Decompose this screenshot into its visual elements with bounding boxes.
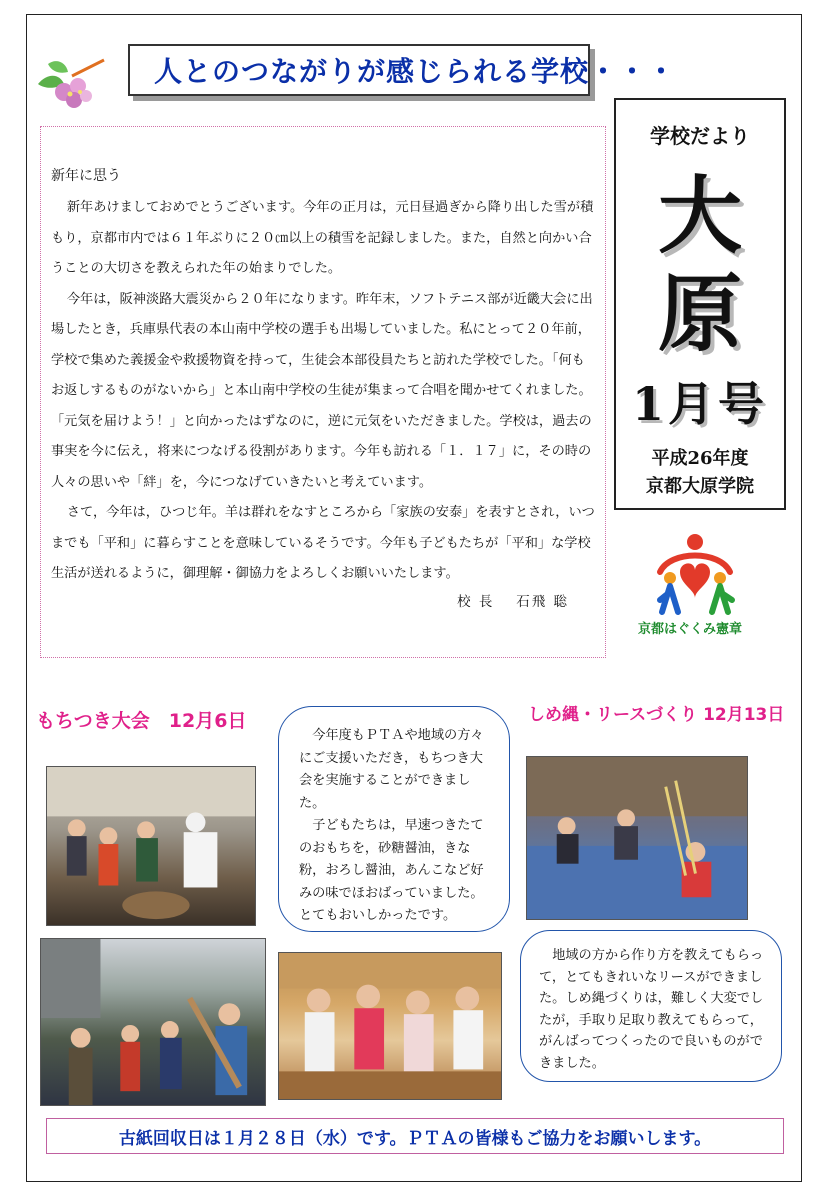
footer-notice: 古紙回収日は１月２８日（水）です。ＰＴＡの皆様もご協力をお願いします。 bbox=[118, 1128, 712, 1149]
masthead-title-char-2: 原 bbox=[657, 264, 742, 363]
bubble-paragraph: 今年度もＰＴＡや地域の方々にご支援いただき，もちつき大会を実施することができました。 bbox=[299, 728, 484, 811]
mochitsuki-photo-3 bbox=[278, 952, 502, 1100]
mochitsuki-photo-1 bbox=[46, 766, 256, 926]
message-signature: 校 長 石飛 聡 bbox=[457, 593, 569, 610]
banner-title: 人とのつながりが感じられる学校・・・ bbox=[154, 55, 677, 88]
flower-icon bbox=[34, 54, 114, 114]
masthead-year: 平成26年度 bbox=[651, 448, 749, 469]
principal-message-box bbox=[40, 126, 606, 658]
message-heading: 新年に思う bbox=[51, 168, 121, 184]
bubble-paragraph: 地域の方から作り方を教えてもらって，とてもきれいなリースができました。しめ縄づくりは，難しく大変でしたが，手取り足取り教えてもらって，がんばってつくったので良いものができました。 bbox=[539, 948, 764, 1071]
message-paragraph: 今年は，阪神淡路大震災から２０年になります。昨年末，ソフトテニス部が近畿大会に出場したとき，兵庫県代表の本山南中学校の選手も出場していました。私にとって２０年前，学校で集めた義援金や救援物資を持って，生徒会本部役員たちと訪れた学校でした。「何もお返しするものがないから」と本山南中学校の生徒が集まって合唱を聞かせてくれました。「元気を届けよう！」と向かったはずなのに，逆に元気をいただきました。学校は，過去の事実を今に伝え，将来につなげる役割があります。今年も訪れる「１．１７」に，その時の人々の思いや「絆」を，今につなげていきたいと考えています。 bbox=[51, 291, 593, 490]
masthead-school: 京都大原学院 bbox=[646, 476, 754, 497]
bubble-paragraph: 子どもたちは，早速つきたてのおもちを，砂糖醤油，きな粉，おろし醤油，あんこなど好みの味でほおばっていました。とてもおいしかったです。 bbox=[299, 818, 484, 923]
mochitsuki-speech-bubble bbox=[278, 706, 510, 932]
masthead-title-char-1: 大 bbox=[657, 166, 742, 265]
shimenawa-speech-bubble bbox=[520, 930, 782, 1082]
logo-caption: 京都はぐくみ憲章 bbox=[637, 622, 742, 637]
mochitsuki-photo-2 bbox=[40, 938, 266, 1106]
mochitsuki-title: もちつき大会 12月6日 bbox=[36, 710, 247, 732]
page-banner bbox=[128, 44, 677, 96]
masthead-issue: 1月号 bbox=[631, 377, 768, 431]
message-paragraph: さて，今年は，ひつじ年。羊は群れをなすところから「家族の安泰」を表すとされ，いつまでも「平和」に暮らすことを意味しているそうです。今年も子どもたちが「平和」な学校生活が送れるように，御理解・御協力をよろしくお願いいたします。 bbox=[51, 505, 595, 581]
shimenawa-title: しめ縄・リースづくり 12月13日 bbox=[528, 705, 785, 725]
message-paragraph: 新年あけましておめでとうございます。今年の正月は，元日昼過ぎから降り出した雪が積もり，京都市内では６１年ぶりに２０㎝以上の積雪を記録しました。また，自然と向かい合うことの大切さを教えられた年の始まりでした。 bbox=[51, 200, 594, 276]
footer-notice-bar bbox=[46, 1118, 784, 1154]
masthead-subtitle: 学校だより bbox=[650, 124, 750, 148]
masthead bbox=[614, 98, 786, 510]
shimenawa-photo bbox=[526, 756, 748, 920]
